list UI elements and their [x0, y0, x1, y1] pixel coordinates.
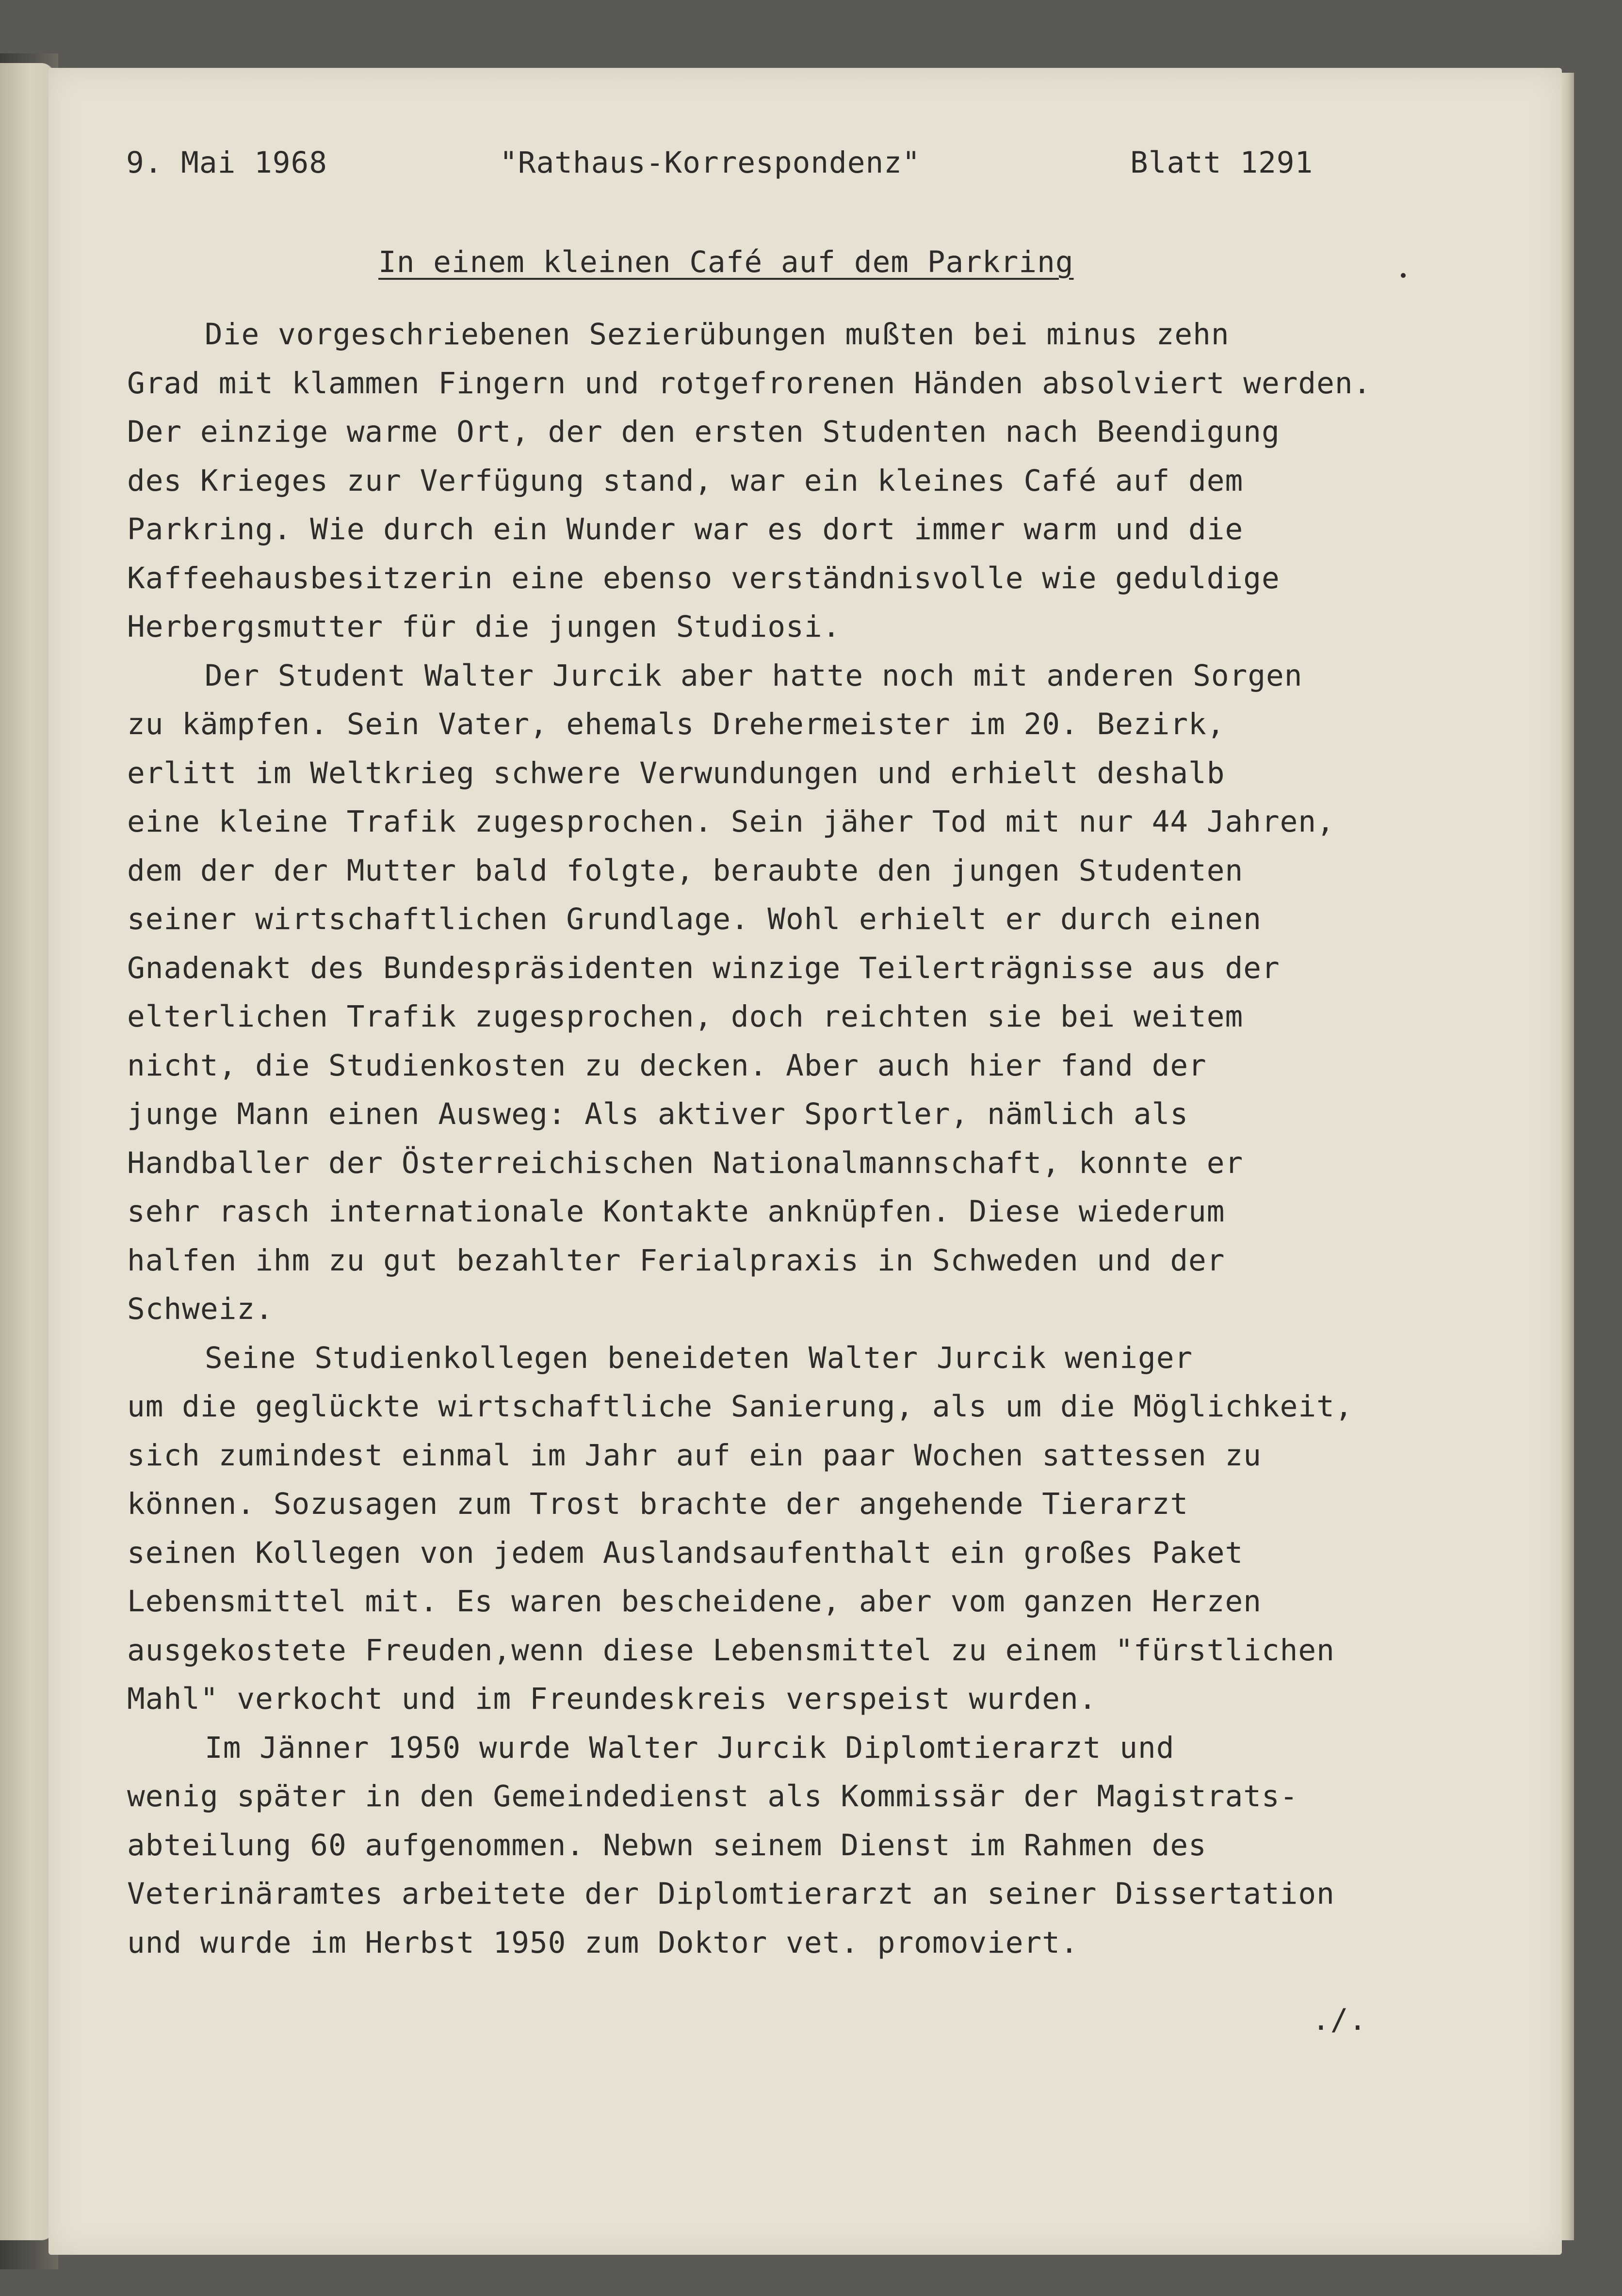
text-line: Gnadenakt des Bundespräsidenten winzige Teilerträgnisse aus der	[127, 950, 1280, 985]
text-line: halfen ihm zu gut bezahlter Ferialpraxis in Schweden und der	[127, 1243, 1225, 1278]
text-line: Der einzige warme Ort, der den ersten Studenten nach Beendigung	[127, 415, 1280, 449]
text-line: Handballer der Österreichischen Nationalmannschaft, konnte er	[127, 1145, 1244, 1180]
text-line: ausgekostete Freuden,wenn diese Lebensmittel zu einem "fürstlichen	[127, 1633, 1335, 1668]
continuation-mark: ./.	[1312, 2003, 1367, 2037]
text-line: junge Mann einen Ausweg: Als aktiver Sportler, nämlich als	[127, 1097, 1189, 1131]
text-line: nicht, die Studienkosten zu decken. Aber auch hier fand der	[127, 1048, 1207, 1083]
text-line: eine kleine Trafik zugesprochen. Sein jäher Tod mit nur 44 Jahren,	[127, 804, 1335, 839]
text-line: abteilung 60 aufgenommen. Nebwn seinem Dienst im Rahmen des	[127, 1828, 1207, 1862]
text-line: Mahl" verkocht und im Freundeskreis verspeist wurden.	[127, 1682, 1097, 1716]
header-sheet-number: Blatt 1291	[1130, 145, 1314, 180]
text-line: und wurde im Herbst 1950 zum Doktor vet. promoviert.	[127, 1925, 1079, 1960]
text-line: können. Sozusagen zum Trost brachte der angehende Tierarzt	[127, 1487, 1189, 1521]
text-line: Veterinäramtes arbeitete der Diplomtierarzt an seiner Dissertation	[127, 1877, 1335, 1911]
text-line: Herbergsmutter für die jungen Studiosi.	[127, 610, 841, 644]
text-line: Im Jänner 1950 wurde Walter Jurcik Diplomtierarzt und	[205, 1730, 1175, 1765]
text-line: des Krieges zur Verfügung stand, war ein kleines Café auf dem	[127, 463, 1244, 498]
text-line: Seine Studienkollegen beneideten Walter Jurcik weniger	[205, 1340, 1193, 1375]
text-line: dem der der Mutter bald folgte, beraubte den jungen Studenten	[127, 853, 1244, 888]
text-line: elterlichen Trafik zugesprochen, doch reichten sie bei weitem	[127, 999, 1244, 1034]
header-source: "Rathaus-Korrespondenz"	[500, 145, 921, 180]
text-line: um die geglückte wirtschaftliche Sanierung, als um die Möglichkeit,	[127, 1389, 1353, 1424]
text-line: sehr rasch internationale Kontakte anknüpfen. Diese wiederum	[127, 1194, 1225, 1229]
text-line: Lebensmittel mit. Es waren bescheidene, aber vom ganzen Herzen	[127, 1584, 1262, 1619]
previous-page-edge	[0, 63, 56, 2240]
text-line: Der Student Walter Jurcik aber hatte noch mit anderen Sorgen	[205, 658, 1303, 693]
text-line: Kaffeehausbesitzerin eine ebenso verständnisvolle wie geduldige	[127, 561, 1280, 595]
ink-dot	[1401, 273, 1406, 278]
article-body	[127, 310, 1534, 1967]
text-line: Grad mit klammen Fingern und rotgefrorenen Händen absolviert werden.	[127, 366, 1372, 401]
text-line: sich zumindest einmal im Jahr auf ein paar Wochen sattessen zu	[127, 1438, 1262, 1473]
text-line: Parkring. Wie durch ein Wunder war es dort immer warm und die	[127, 512, 1244, 546]
text-line: seiner wirtschaftlichen Grundlage. Wohl erhielt er durch einen	[127, 902, 1262, 936]
text-line: zu kämpfen. Sein Vater, ehemals Drehermeister im 20. Bezirk,	[127, 707, 1225, 741]
text-line: wenig später in den Gemeindedienst als Kommissär der Magistrats-	[127, 1779, 1298, 1814]
text-line: Schweiz.	[127, 1292, 274, 1326]
text-line: seinen Kollegen von jedem Auslandsaufenthalt ein großes Paket	[127, 1535, 1244, 1570]
header-date: 9. Mai 1968	[126, 145, 327, 180]
text-line: Die vorgeschriebenen Sezierübungen mußten bei minus zehn	[205, 317, 1230, 352]
text-line: erlitt im Weltkrieg schwere Verwundungen und erhielt deshalb	[127, 755, 1225, 790]
article-title: In einem kleinen Café auf dem Parkring	[378, 245, 1074, 279]
